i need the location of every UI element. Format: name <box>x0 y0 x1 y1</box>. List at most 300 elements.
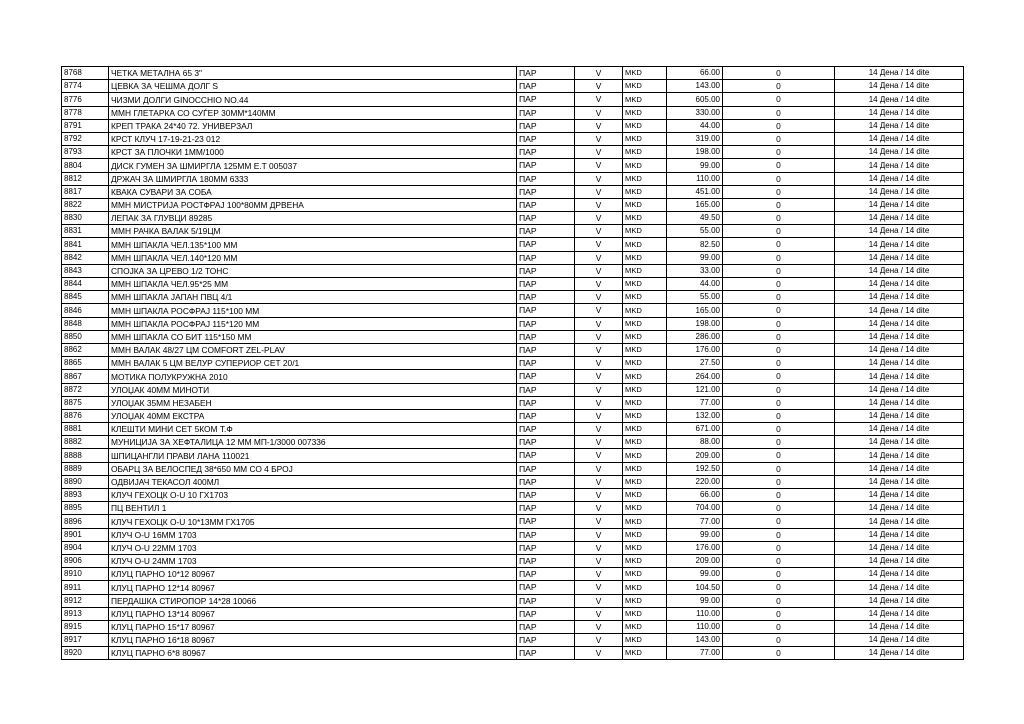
item-unit: ПАР <box>517 264 575 277</box>
item-unit: ПАР <box>517 568 575 581</box>
item-code: 8845 <box>62 291 109 304</box>
item-unit: ПАР <box>517 647 575 660</box>
item-name: ОБАРЦ ЗА ВЕЛОСПЕД 38*650 ММ СО 4 БРОЈ <box>109 462 517 475</box>
item-name: КЛУЧ ГЕХОЦК О-U 10 ГХ1703 <box>109 489 517 502</box>
item-price: 77.00 <box>667 647 723 660</box>
item-currency: MKD <box>623 185 667 198</box>
item-currency: MKD <box>623 489 667 502</box>
item-flag: V <box>575 343 623 356</box>
item-currency: MKD <box>623 93 667 106</box>
item-code: 8906 <box>62 554 109 567</box>
table-row <box>62 67 964 80</box>
item-currency: MKD <box>623 436 667 449</box>
item-quantity: 0 <box>723 106 835 119</box>
item-code: 8875 <box>62 396 109 409</box>
item-currency: MKD <box>623 634 667 647</box>
item-quantity: 0 <box>723 80 835 93</box>
item-name: КЛУЧ О-U 16ММ 1703 <box>109 528 517 541</box>
table-row <box>62 291 964 304</box>
table-row <box>62 607 964 620</box>
item-quantity: 0 <box>723 343 835 356</box>
table-row <box>62 620 964 633</box>
item-price: 110.00 <box>667 172 723 185</box>
item-price: 121.00 <box>667 383 723 396</box>
item-name: МОТИКА ПОЛУКРУЖНА 2010 <box>109 370 517 383</box>
item-code: 8774 <box>62 80 109 93</box>
item-flag: V <box>575 489 623 502</box>
item-currency: MKD <box>623 396 667 409</box>
item-currency: MKD <box>623 409 667 422</box>
item-code: 8831 <box>62 225 109 238</box>
item-name: ММН МИСТРИЈА РОСТФРАЈ 100*80ММ ДРВЕНА <box>109 198 517 211</box>
item-price: 165.00 <box>667 198 723 211</box>
item-currency: MKD <box>623 620 667 633</box>
item-term: 14 Дена / 14 dite <box>835 396 964 409</box>
item-flag: V <box>575 159 623 172</box>
item-name: ММН ГЛЕТАРКА СО СУЃЕР 30ММ*140ММ <box>109 106 517 119</box>
item-unit: ПАР <box>517 475 575 488</box>
item-currency: MKD <box>623 554 667 567</box>
item-term: 14 Дена / 14 dite <box>835 132 964 145</box>
item-flag: V <box>575 581 623 594</box>
item-code: 8843 <box>62 264 109 277</box>
item-quantity: 0 <box>723 67 835 80</box>
table-body <box>62 67 964 660</box>
item-flag: V <box>575 396 623 409</box>
item-price: 55.00 <box>667 225 723 238</box>
table-row <box>62 172 964 185</box>
item-name: КВАКА СУВАРИ ЗА СОБА <box>109 185 517 198</box>
table-row <box>62 396 964 409</box>
item-price: 99.00 <box>667 251 723 264</box>
item-quantity: 0 <box>723 370 835 383</box>
table-row <box>62 423 964 436</box>
item-code: 8915 <box>62 620 109 633</box>
item-unit: ПАР <box>517 330 575 343</box>
item-currency: MKD <box>623 264 667 277</box>
item-name: КЛУЦ ПАРНО 15*17 80967 <box>109 620 517 633</box>
item-quantity: 0 <box>723 330 835 343</box>
item-flag: V <box>575 330 623 343</box>
item-currency: MKD <box>623 80 667 93</box>
item-currency: MKD <box>623 449 667 462</box>
item-currency: MKD <box>623 159 667 172</box>
item-term: 14 Дена / 14 dite <box>835 607 964 620</box>
item-quantity: 0 <box>723 594 835 607</box>
item-term: 14 Дена / 14 dite <box>835 291 964 304</box>
item-code: 8817 <box>62 185 109 198</box>
item-unit: ПАР <box>517 449 575 462</box>
item-term: 14 Дена / 14 dite <box>835 198 964 211</box>
table-row <box>62 528 964 541</box>
item-name: ММН ШПАКЛА ЈАПАН ПВЦ 4/1 <box>109 291 517 304</box>
table-row <box>62 198 964 211</box>
item-name: ММН ШПАКЛА РОСФРАЈ 115*100 ММ <box>109 304 517 317</box>
item-price: 77.00 <box>667 396 723 409</box>
item-term: 14 Дена / 14 dite <box>835 594 964 607</box>
item-name: КЛУЧ О-U 22ММ 1703 <box>109 541 517 554</box>
item-name: КРСТ КЛУЧ 17-19-21-23 012 <box>109 132 517 145</box>
item-unit: ПАР <box>517 146 575 159</box>
item-code: 8911 <box>62 581 109 594</box>
table-row <box>62 489 964 502</box>
item-name: КЛУЧ ГЕХОЦК О-U 10*13ММ ГХ1705 <box>109 515 517 528</box>
item-term: 14 Дена / 14 dite <box>835 317 964 330</box>
item-name: ПЦ ВЕНТИЛ 1 <box>109 502 517 515</box>
item-flag: V <box>575 119 623 132</box>
item-price: 66.00 <box>667 67 723 80</box>
item-flag: V <box>575 620 623 633</box>
item-unit: ПАР <box>517 607 575 620</box>
item-unit: ПАР <box>517 225 575 238</box>
item-currency: MKD <box>623 291 667 304</box>
item-term: 14 Дена / 14 dite <box>835 106 964 119</box>
table-row <box>62 502 964 515</box>
item-unit: ПАР <box>517 291 575 304</box>
table-row <box>62 317 964 330</box>
item-currency: MKD <box>623 357 667 370</box>
item-flag: V <box>575 212 623 225</box>
item-price: 99.00 <box>667 568 723 581</box>
item-price: 110.00 <box>667 607 723 620</box>
item-quantity: 0 <box>723 198 835 211</box>
item-code: 8881 <box>62 423 109 436</box>
item-price: 99.00 <box>667 594 723 607</box>
item-code: 8890 <box>62 475 109 488</box>
table-row <box>62 541 964 554</box>
item-flag: V <box>575 409 623 422</box>
item-unit: ПАР <box>517 462 575 475</box>
item-price: 82.50 <box>667 238 723 251</box>
item-term: 14 Дена / 14 dite <box>835 449 964 462</box>
item-quantity: 0 <box>723 251 835 264</box>
item-unit: ПАР <box>517 634 575 647</box>
item-quantity: 0 <box>723 634 835 647</box>
item-code: 8901 <box>62 528 109 541</box>
item-code: 8841 <box>62 238 109 251</box>
item-unit: ПАР <box>517 423 575 436</box>
table-row <box>62 80 964 93</box>
item-price: 143.00 <box>667 80 723 93</box>
item-name: ПЕРДАШКА СТИРОПОР 14*28 10066 <box>109 594 517 607</box>
table-row <box>62 436 964 449</box>
item-quantity: 0 <box>723 357 835 370</box>
item-name: ММН ШПАКЛА СО БИТ 115*150 ММ <box>109 330 517 343</box>
item-quantity: 0 <box>723 172 835 185</box>
item-unit: ПАР <box>517 343 575 356</box>
table-row <box>62 278 964 291</box>
item-flag: V <box>575 304 623 317</box>
item-unit: ПАР <box>517 278 575 291</box>
item-currency: MKD <box>623 475 667 488</box>
item-flag: V <box>575 185 623 198</box>
item-unit: ПАР <box>517 515 575 528</box>
item-quantity: 0 <box>723 304 835 317</box>
item-unit: ПАР <box>517 541 575 554</box>
table-row <box>62 238 964 251</box>
item-price: 110.00 <box>667 620 723 633</box>
table-row <box>62 409 964 422</box>
table-row <box>62 647 964 660</box>
item-flag: V <box>575 291 623 304</box>
item-term: 14 Дена / 14 dite <box>835 146 964 159</box>
item-code: 8913 <box>62 607 109 620</box>
item-flag: V <box>575 251 623 264</box>
item-term: 14 Дена / 14 dite <box>835 581 964 594</box>
item-name: УЛОЏАК 40ММ МИНОТИ <box>109 383 517 396</box>
item-name: СПОЈКА ЗА ЦРЕВО 1/2 ТОНС <box>109 264 517 277</box>
item-unit: ПАР <box>517 67 575 80</box>
item-quantity: 0 <box>723 383 835 396</box>
table-row <box>62 357 964 370</box>
table-row <box>62 568 964 581</box>
item-unit: ПАР <box>517 357 575 370</box>
item-code: 8910 <box>62 568 109 581</box>
item-price: 49.50 <box>667 212 723 225</box>
item-term: 14 Дена / 14 dite <box>835 383 964 396</box>
item-price: 44.00 <box>667 278 723 291</box>
item-currency: MKD <box>623 568 667 581</box>
item-code: 8876 <box>62 409 109 422</box>
item-quantity: 0 <box>723 119 835 132</box>
item-quantity: 0 <box>723 436 835 449</box>
item-flag: V <box>575 423 623 436</box>
item-term: 14 Дена / 14 dite <box>835 357 964 370</box>
item-flag: V <box>575 264 623 277</box>
table-row <box>62 383 964 396</box>
item-quantity: 0 <box>723 607 835 620</box>
item-name: ММН ВАЛАК 48/27 ЦМ COMFORT ZEL-PLAV <box>109 343 517 356</box>
item-term: 14 Дена / 14 dite <box>835 343 964 356</box>
item-flag: V <box>575 541 623 554</box>
item-quantity: 0 <box>723 264 835 277</box>
item-unit: ПАР <box>517 370 575 383</box>
item-name: ММН РАЧКА ВАЛАК 5/19ЦМ <box>109 225 517 238</box>
item-quantity: 0 <box>723 423 835 436</box>
item-code: 8917 <box>62 634 109 647</box>
item-name: ШПИЦАНГЛИ ПРАВИ ЛАНА 110021 <box>109 449 517 462</box>
item-name: КЛУЦ ПАРНО 12*14 80967 <box>109 581 517 594</box>
item-currency: MKD <box>623 423 667 436</box>
item-name: ЦЕВКА ЗА ЧЕШМА ДОЛГ S <box>109 80 517 93</box>
item-price: 33.00 <box>667 264 723 277</box>
item-flag: V <box>575 475 623 488</box>
item-unit: ПАР <box>517 554 575 567</box>
item-currency: MKD <box>623 370 667 383</box>
item-flag: V <box>575 462 623 475</box>
item-term: 14 Дена / 14 dite <box>835 634 964 647</box>
item-flag: V <box>575 357 623 370</box>
item-flag: V <box>575 528 623 541</box>
item-flag: V <box>575 93 623 106</box>
item-flag: V <box>575 106 623 119</box>
item-term: 14 Дена / 14 dite <box>835 489 964 502</box>
item-quantity: 0 <box>723 317 835 330</box>
item-quantity: 0 <box>723 132 835 145</box>
table-row <box>62 93 964 106</box>
item-flag: V <box>575 198 623 211</box>
table-row <box>62 264 964 277</box>
item-code: 8896 <box>62 515 109 528</box>
item-currency: MKD <box>623 343 667 356</box>
item-code: 8862 <box>62 343 109 356</box>
item-term: 14 Дена / 14 dite <box>835 541 964 554</box>
item-unit: ПАР <box>517 304 575 317</box>
item-quantity: 0 <box>723 528 835 541</box>
item-code: 8844 <box>62 278 109 291</box>
item-flag: V <box>575 80 623 93</box>
item-code: 8889 <box>62 462 109 475</box>
item-quantity: 0 <box>723 238 835 251</box>
item-currency: MKD <box>623 515 667 528</box>
item-price: 605.00 <box>667 93 723 106</box>
item-term: 14 Дена / 14 dite <box>835 502 964 515</box>
item-unit: ПАР <box>517 172 575 185</box>
item-price: 27.50 <box>667 357 723 370</box>
table-row <box>62 132 964 145</box>
item-flag: V <box>575 132 623 145</box>
item-flag: V <box>575 225 623 238</box>
item-name: ЛЕПАК ЗА ГЛУВЦИ 89285 <box>109 212 517 225</box>
item-name: МУНИЦИЈА ЗА ХЕФТАЛИЦА 12 ММ МП-1/3000 007336 <box>109 436 517 449</box>
item-term: 14 Дена / 14 dite <box>835 278 964 291</box>
item-code: 8888 <box>62 449 109 462</box>
item-unit: ПАР <box>517 185 575 198</box>
item-unit: ПАР <box>517 581 575 594</box>
item-currency: MKD <box>623 462 667 475</box>
item-term: 14 Дена / 14 dite <box>835 67 964 80</box>
item-price: 209.00 <box>667 554 723 567</box>
item-term: 14 Дена / 14 dite <box>835 225 964 238</box>
item-currency: MKD <box>623 647 667 660</box>
item-term: 14 Дена / 14 dite <box>835 423 964 436</box>
item-code: 8822 <box>62 198 109 211</box>
item-flag: V <box>575 238 623 251</box>
item-term: 14 Дена / 14 dite <box>835 304 964 317</box>
item-code: 8920 <box>62 647 109 660</box>
table-row <box>62 634 964 647</box>
item-name: КЛУЦ ПАРНО 6*8 80967 <box>109 647 517 660</box>
item-currency: MKD <box>623 172 667 185</box>
item-unit: ПАР <box>517 528 575 541</box>
item-price: 264.00 <box>667 370 723 383</box>
item-currency: MKD <box>623 502 667 515</box>
item-name: КЛУЦ ПАРНО 16*18 80967 <box>109 634 517 647</box>
item-quantity: 0 <box>723 647 835 660</box>
item-currency: MKD <box>623 67 667 80</box>
item-quantity: 0 <box>723 278 835 291</box>
table-row <box>62 304 964 317</box>
item-quantity: 0 <box>723 620 835 633</box>
item-term: 14 Дена / 14 dite <box>835 568 964 581</box>
item-term: 14 Дена / 14 dite <box>835 370 964 383</box>
item-code: 8893 <box>62 489 109 502</box>
item-currency: MKD <box>623 225 667 238</box>
item-price: 176.00 <box>667 343 723 356</box>
item-quantity: 0 <box>723 554 835 567</box>
item-currency: MKD <box>623 212 667 225</box>
table-row <box>62 212 964 225</box>
item-quantity: 0 <box>723 185 835 198</box>
item-term: 14 Дена / 14 dite <box>835 159 964 172</box>
table-row <box>62 594 964 607</box>
item-quantity: 0 <box>723 515 835 528</box>
item-currency: MKD <box>623 304 667 317</box>
item-currency: MKD <box>623 330 667 343</box>
item-quantity: 0 <box>723 568 835 581</box>
item-quantity: 0 <box>723 146 835 159</box>
item-price: 176.00 <box>667 541 723 554</box>
item-price: 192.50 <box>667 462 723 475</box>
item-term: 14 Дена / 14 dite <box>835 330 964 343</box>
item-code: 8867 <box>62 370 109 383</box>
item-unit: ПАР <box>517 317 575 330</box>
table-row <box>62 185 964 198</box>
item-price: 704.00 <box>667 502 723 515</box>
item-price: 104.50 <box>667 581 723 594</box>
item-name: УЛОЏАК 40ММ ЕКСТРА <box>109 409 517 422</box>
table-row <box>62 581 964 594</box>
item-code: 8791 <box>62 119 109 132</box>
item-flag: V <box>575 449 623 462</box>
item-unit: ПАР <box>517 489 575 502</box>
item-unit: ПАР <box>517 106 575 119</box>
item-quantity: 0 <box>723 93 835 106</box>
item-unit: ПАР <box>517 93 575 106</box>
item-name: КРСТ ЗА ПЛОЧКИ 1ММ/1000 <box>109 146 517 159</box>
item-term: 14 Дена / 14 dite <box>835 212 964 225</box>
item-flag: V <box>575 370 623 383</box>
item-code: 8792 <box>62 132 109 145</box>
item-unit: ПАР <box>517 383 575 396</box>
item-currency: MKD <box>623 317 667 330</box>
table-row <box>62 225 964 238</box>
table-row <box>62 119 964 132</box>
table-row <box>62 343 964 356</box>
item-currency: MKD <box>623 198 667 211</box>
item-code: 8850 <box>62 330 109 343</box>
item-term: 14 Дена / 14 dite <box>835 93 964 106</box>
item-code: 8793 <box>62 146 109 159</box>
item-flag: V <box>575 278 623 291</box>
item-price: 220.00 <box>667 475 723 488</box>
item-name: ЧИЗМИ ДОЛГИ GINOCCHIO NO.44 <box>109 93 517 106</box>
item-term: 14 Дена / 14 dite <box>835 436 964 449</box>
item-currency: MKD <box>623 238 667 251</box>
item-unit: ПАР <box>517 594 575 607</box>
table-row <box>62 462 964 475</box>
item-price: 198.00 <box>667 146 723 159</box>
item-code: 8872 <box>62 383 109 396</box>
item-quantity: 0 <box>723 475 835 488</box>
item-code: 8804 <box>62 159 109 172</box>
item-unit: ПАР <box>517 159 575 172</box>
item-price: 44.00 <box>667 119 723 132</box>
item-currency: MKD <box>623 132 667 145</box>
item-flag: V <box>575 634 623 647</box>
table-row <box>62 251 964 264</box>
item-currency: MKD <box>623 581 667 594</box>
item-unit: ПАР <box>517 502 575 515</box>
item-quantity: 0 <box>723 396 835 409</box>
item-quantity: 0 <box>723 502 835 515</box>
item-name: КЛУЧ О-U 24ММ 1703 <box>109 554 517 567</box>
item-quantity: 0 <box>723 409 835 422</box>
item-name: ДРЖАЧ ЗА ШМИРГЛА 180ММ 6333 <box>109 172 517 185</box>
item-flag: V <box>575 172 623 185</box>
item-price: 132.00 <box>667 409 723 422</box>
item-currency: MKD <box>623 594 667 607</box>
